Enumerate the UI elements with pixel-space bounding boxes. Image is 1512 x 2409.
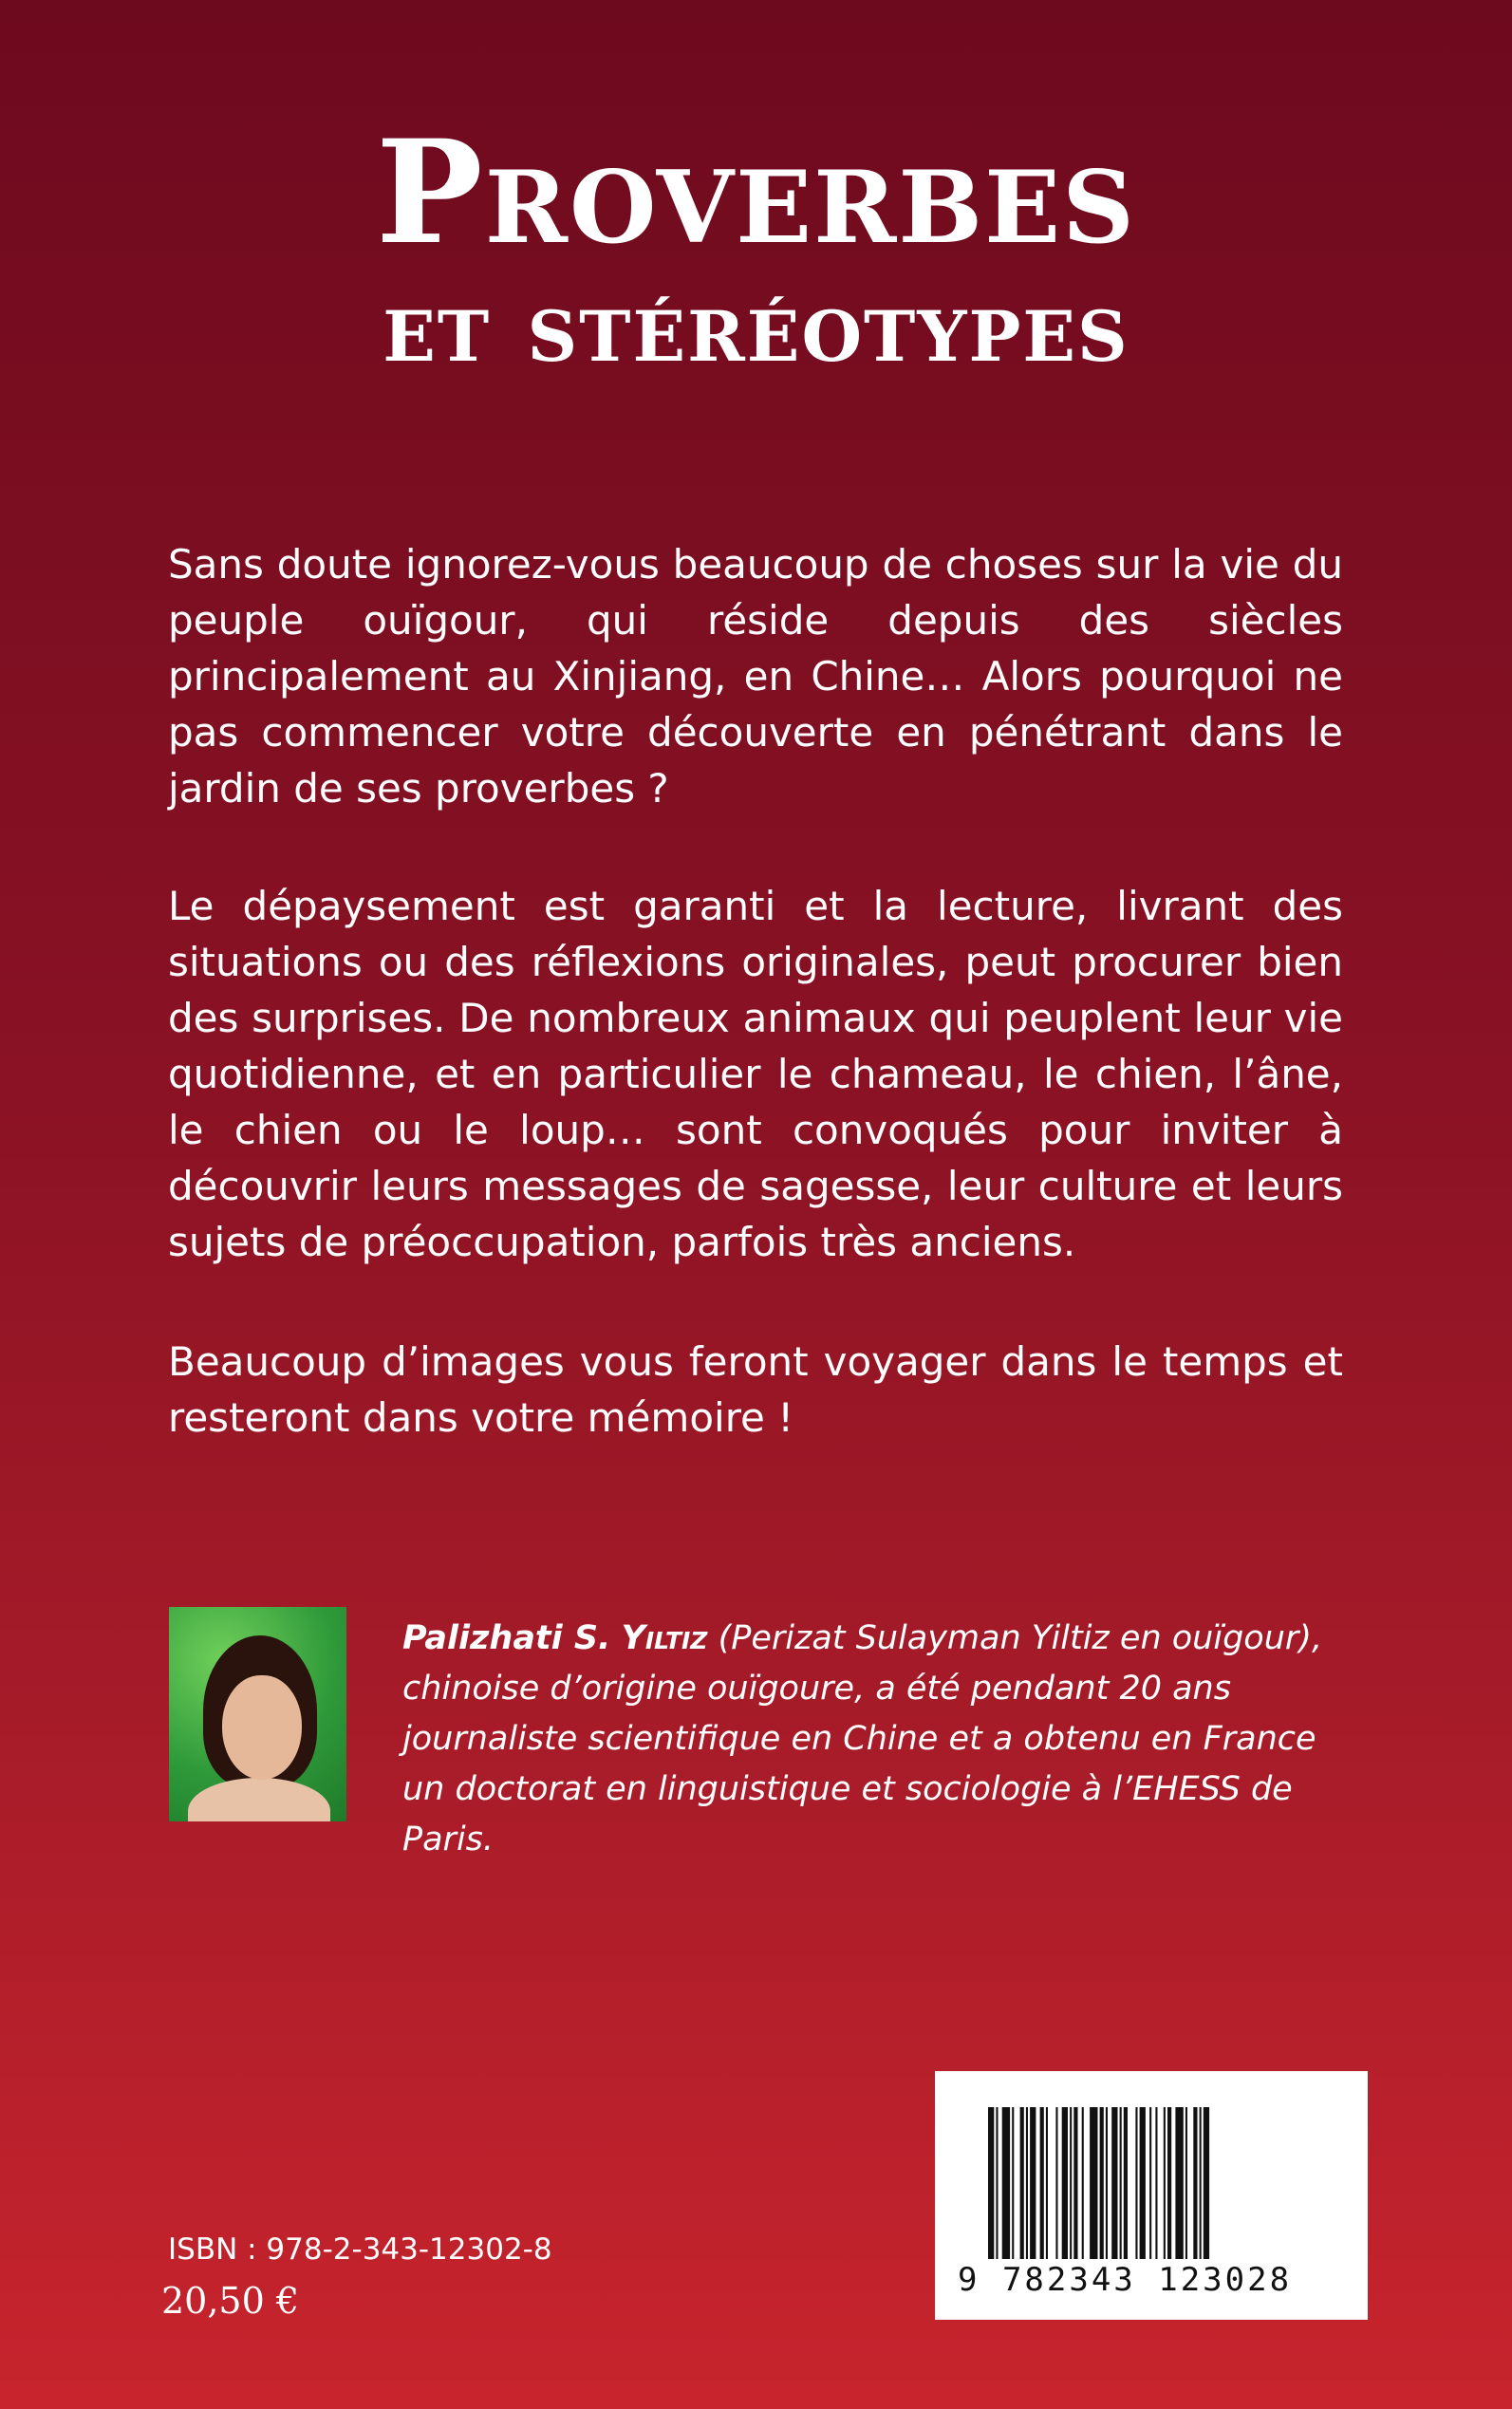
barcode-bar — [1124, 2107, 1128, 2259]
barcode-digits: 9 782343 123028 — [958, 2261, 1293, 2299]
author-bio-text: (Perizat Sulayman Yiltiz en ouïgour), chinoise d’origine ouïgoure, a été pendant 20 ans journaliste scientifique en Chine et a obtenu en France un doctorat en linguistique et sociologie à l’EHESS de Paris. — [402, 1619, 1323, 1858]
barcode-bar — [1106, 2107, 1108, 2259]
barcode-bar — [1155, 2107, 1157, 2259]
barcode-bar — [1140, 2107, 1146, 2259]
barcode-bar — [988, 2107, 994, 2259]
author-last-name: Yiltiz — [621, 1619, 708, 1657]
barcode-bar — [1062, 2107, 1068, 2259]
blurb-paragraph-1: Sans doute ignorez-vous beaucoup de choses sur la vie du peuple ouïgour, qui réside depuis des siècles principalement au Xinjiang, en Chine… Alors pourquoi ne pas commencer votre découverte en pénétrant dans le jardin de ses proverbes ? — [168, 541, 1343, 812]
barcode-bar — [1020, 2107, 1024, 2259]
barcode-bar — [1046, 2107, 1048, 2259]
barcode-bar — [1082, 2107, 1084, 2259]
author-first-name: Palizhati S. — [402, 1619, 611, 1657]
barcode-bar — [1135, 2107, 1137, 2259]
barcode — [935, 2071, 1368, 2320]
barcode-bar — [1164, 2107, 1166, 2259]
barcode-bar — [1149, 2107, 1151, 2259]
barcode-bar — [1120, 2107, 1122, 2259]
barcode-bar — [1070, 2107, 1072, 2259]
isbn: ISBN : 978-2-343-12302-8 — [168, 2232, 552, 2267]
barcode-bar — [1185, 2107, 1187, 2259]
barcode-bar — [1167, 2107, 1171, 2259]
author-photo-shoulders — [188, 1778, 330, 1821]
barcode-bar — [1111, 2107, 1117, 2259]
barcode-bar — [1055, 2107, 1057, 2259]
barcode-bar — [1090, 2107, 1097, 2259]
barcode-bar — [1175, 2107, 1183, 2259]
barcode-bar — [1026, 2107, 1028, 2259]
barcode-bars — [988, 2107, 1315, 2259]
barcode-bar — [1030, 2107, 1036, 2259]
barcode-bar — [1193, 2107, 1197, 2259]
blurb-paragraph-2: Le dépaysement est garanti et la lecture, livrant des situations ou des réflexions originales, peut procurer bien des surprises. De nombreux animaux qui peuplent leur vie quotidienne, et en particulier le chameau, le chien, l’âne, le chien ou le loup… sont convoqués pour inviter à découvrir leurs messages de sagesse, leur culture et leurs sujets de préoccupation, parfois très anciens. — [168, 883, 1343, 1265]
blurb-paragraph-3: Beaucoup d’images vous feront voyager dans le temps et resteront dans votre mémoire ! — [168, 1338, 1343, 1441]
title-line-2: et stéréotypes — [383, 268, 1129, 384]
price: 20,50 € — [161, 2280, 300, 2322]
author-photo — [169, 1607, 346, 1821]
barcode-bar — [1012, 2107, 1014, 2259]
author-photo-face — [222, 1675, 302, 1780]
barcode-bar — [1204, 2107, 1209, 2259]
barcode-bar — [1040, 2107, 1044, 2259]
author-bio — [402, 1614, 1344, 1865]
barcode-bar — [1200, 2107, 1202, 2259]
barcode-bar — [996, 2107, 998, 2259]
title-line-1: Proverbes — [375, 109, 1137, 276]
barcode-bar — [1073, 2107, 1077, 2259]
barcode-bar — [1002, 2107, 1010, 2259]
barcode-bar — [1100, 2107, 1104, 2259]
